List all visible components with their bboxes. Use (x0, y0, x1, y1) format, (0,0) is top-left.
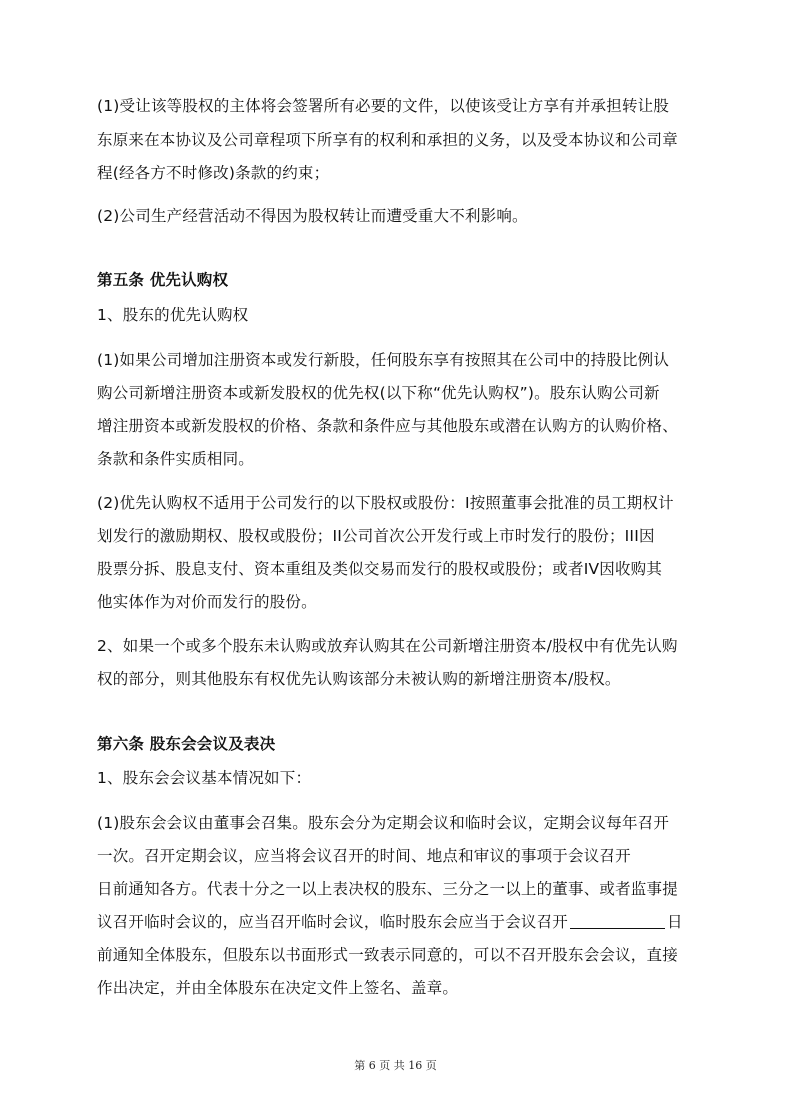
paragraph-line (97, 912, 683, 932)
paragraph-line: 日前通知各方。代表十分之一以上表决权的股东、三分之一以上的董事、或者监事提 (97, 880, 678, 898)
paragraph-text: 议召开临时会议的，应当召开临时会议，临时股东会应当于会议召开 (97, 913, 569, 931)
paragraph-line: 作出决定，并由全体股东在决定文件上签名、盖章。 (97, 979, 459, 997)
paragraph-line: 权的部分，则其他股东有权优先认购该部分未被认购的新增注册资本/股权。 (97, 670, 621, 688)
article-heading: 第五条 优先认购权 (97, 271, 229, 289)
subsection-title: 1、股东的优先认购权 (97, 306, 249, 324)
fill-in-blank (570, 912, 665, 929)
paragraph-line: (1)受让该等股权的主体将会签署所有必要的文件，以使该受让方享有并承担转让股 (97, 97, 670, 115)
paragraph-line: 东原来在本协议及公司章程项下所享有的权利和承担的义务，以及受本协议和公司章 (97, 131, 678, 149)
paragraph-line: 购公司新增注册资本或新发股权的优先权(以下称“优先认购权”)。股东认购公司新 (97, 384, 660, 402)
paragraph-line: 股票分拆、股息支付、资本重组及类似交易而发行的股权或股份；或者IV因收购其 (97, 560, 663, 578)
paragraph-text: 日 (667, 913, 683, 931)
article-heading: 第六条 股东会会议及表决 (97, 735, 276, 753)
paragraph-line: 前通知全体股东，但股东以书面形式一致表示同意的，可以不召开股东会会议，直接 (97, 946, 678, 964)
paragraph-line: 划发行的激励期权、股权或股份；II公司首次公开发行或上市时发行的股份；III因 (97, 527, 655, 545)
paragraph-line: (2)优先认购权不适用于公司发行的以下股权或股份：I按照董事会批准的员工期权计 (97, 494, 674, 512)
paragraph-line: 他实体作为对价而发行的股份。 (97, 593, 317, 611)
paragraph-line: 条款和条件实质相同。 (97, 450, 255, 468)
subsection-title: 1、股东会会议基本情况如下： (97, 769, 312, 787)
paragraph-line: 一次。召开定期会议，应当将会议召开的时间、地点和审议的事项于会议召开 (97, 847, 631, 865)
paragraph-line: (2)公司生产经营活动不得因为股权转让而遭受重大不利影响。 (97, 207, 528, 225)
paragraph-line: (1)如果公司增加注册资本或发行新股，任何股东享有按照其在公司中的持股比例认 (97, 351, 670, 369)
paragraph-line: (1)股东会会议由董事会召集。股东会分为定期会议和临时会议，定期会议每年召开 (97, 814, 670, 832)
paragraph-line: 程(经各方不时修改)条款的约束； (97, 164, 330, 182)
paragraph-line: 2、如果一个或多个股东未认购或放弃认购其在公司新增注册资本/股权中有优先认购 (97, 637, 678, 655)
paragraph-line: 增注册资本或新发股权的价格、条款和条件应与其他股东或潜在认购方的认购价格、 (97, 417, 678, 435)
page-number-footer: 第 6 页 共 16 页 (354, 1059, 437, 1072)
